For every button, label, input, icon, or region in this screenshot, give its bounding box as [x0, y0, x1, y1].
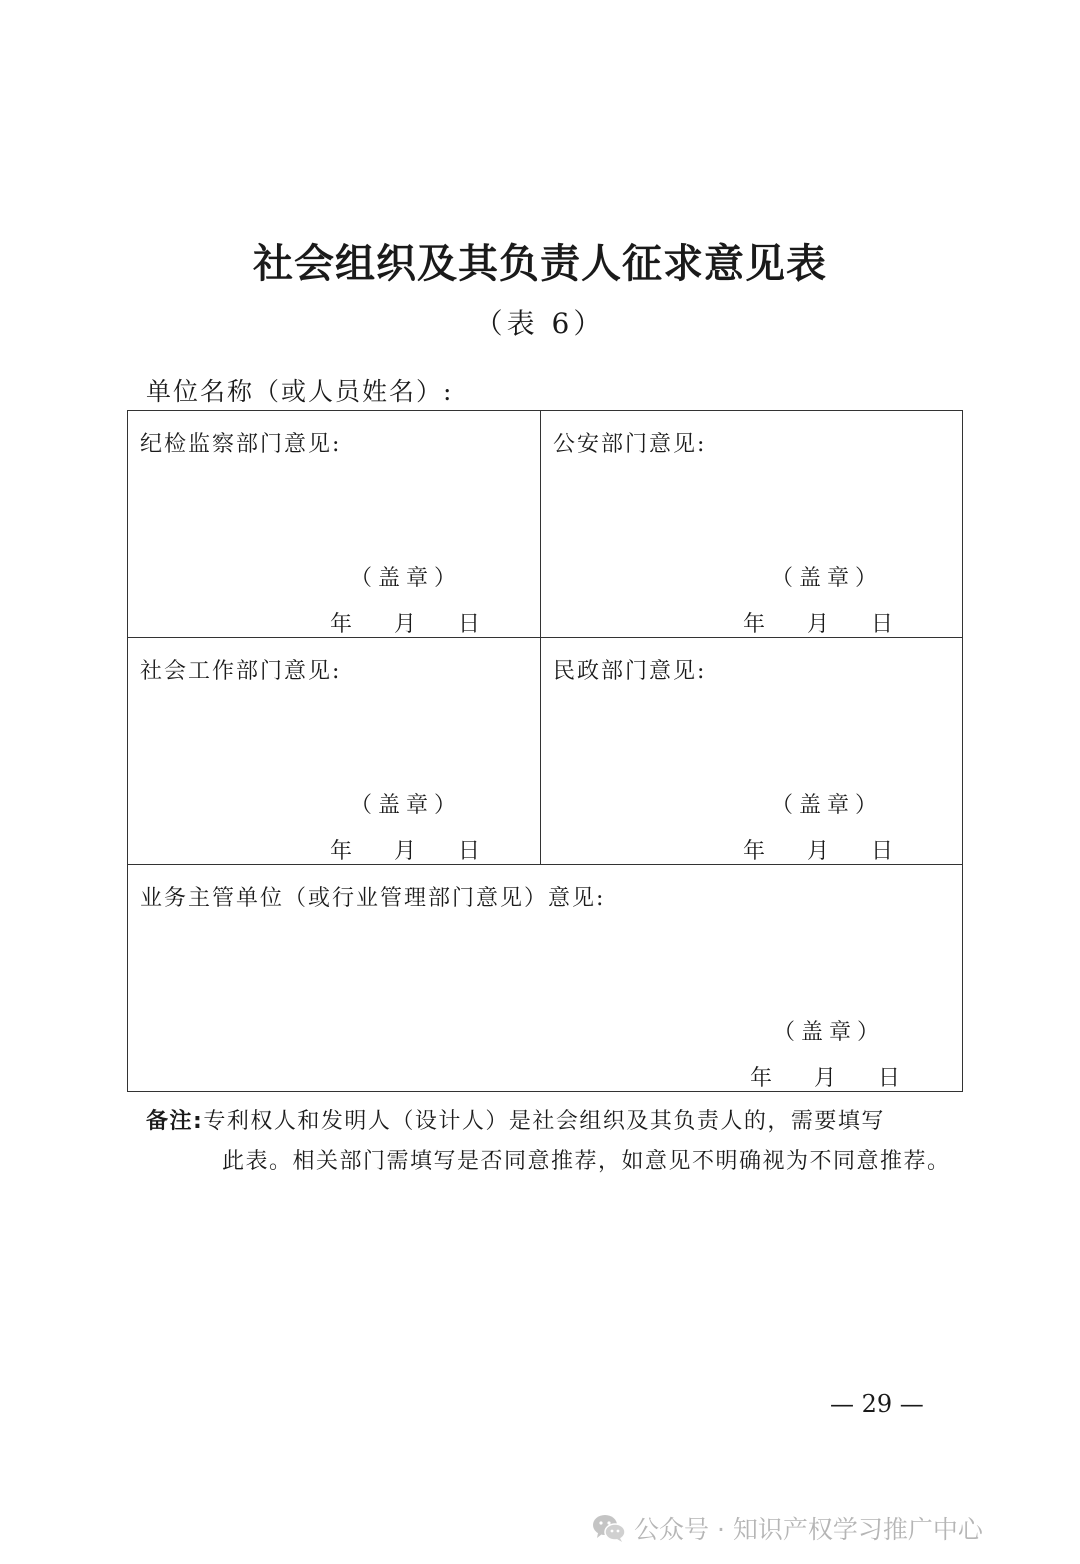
year-label: 年 — [750, 1066, 773, 1091]
cell-label: 纪检监察部门意见: — [140, 432, 342, 457]
date-line — [330, 834, 480, 865]
date-line — [330, 607, 480, 638]
wechat-icon — [592, 1513, 626, 1543]
day-label: 日 — [458, 612, 481, 637]
month-label: 月 — [814, 1066, 837, 1091]
date-line — [743, 607, 893, 638]
remarks — [146, 1102, 956, 1182]
cell-label: 业务主管单位（或行业管理部门意见）意见: — [140, 886, 606, 911]
social-work-cell[interactable] — [128, 638, 541, 865]
month-label: 月 — [394, 612, 417, 637]
year-label: 年 — [743, 839, 766, 864]
civil-affairs-cell[interactable] — [541, 638, 963, 865]
remarks-line-1 — [146, 1102, 956, 1142]
page-number: — 29 — — [830, 1390, 924, 1418]
date-line — [750, 1061, 900, 1092]
year-label: 年 — [743, 612, 766, 637]
year-label: 年 — [330, 612, 353, 637]
unit-name-label: 单位名称（或人员姓名）: — [146, 377, 454, 406]
seal-label: （盖章） — [771, 566, 884, 591]
month-label: 月 — [807, 839, 830, 864]
competent-authority-cell[interactable] — [128, 865, 963, 1092]
day-label: 日 — [871, 612, 894, 637]
remarks-heading: 备注: — [146, 1109, 204, 1134]
month-label: 月 — [394, 839, 417, 864]
opinion-table — [127, 410, 963, 1092]
remarks-text-2: 此表。相关部门需填写是否同意推荐，如意见不明确视为不同意推荐。 — [222, 1149, 951, 1174]
discipline-inspection-cell[interactable] — [128, 411, 541, 638]
watermark-text: 公众号 · 知识产权学习推广中心 — [634, 1515, 983, 1544]
day-label: 日 — [871, 839, 894, 864]
year-label: 年 — [330, 839, 353, 864]
watermark — [592, 1508, 983, 1548]
cell-label: 民政部门意见: — [553, 659, 707, 684]
seal-label: （盖章） — [350, 566, 463, 591]
date-line — [743, 834, 893, 865]
document-title: 社会组织及其负责人征求意见表 — [253, 241, 827, 287]
public-security-cell[interactable] — [541, 411, 963, 638]
cell-label: 社会工作部门意见: — [140, 659, 342, 684]
day-label: 日 — [458, 839, 481, 864]
document-subtitle: （表 6） — [474, 307, 606, 340]
seal-label: （盖章） — [771, 793, 884, 818]
seal-label: （盖章） — [350, 793, 463, 818]
remarks-text-1: 专利权人和发明人（设计人）是社会组织及其负责人的，需要填写 — [203, 1109, 885, 1134]
cell-label: 公安部门意见: — [553, 432, 707, 457]
month-label: 月 — [807, 612, 830, 637]
day-label: 日 — [878, 1066, 901, 1091]
seal-label: （盖章） — [773, 1020, 886, 1045]
